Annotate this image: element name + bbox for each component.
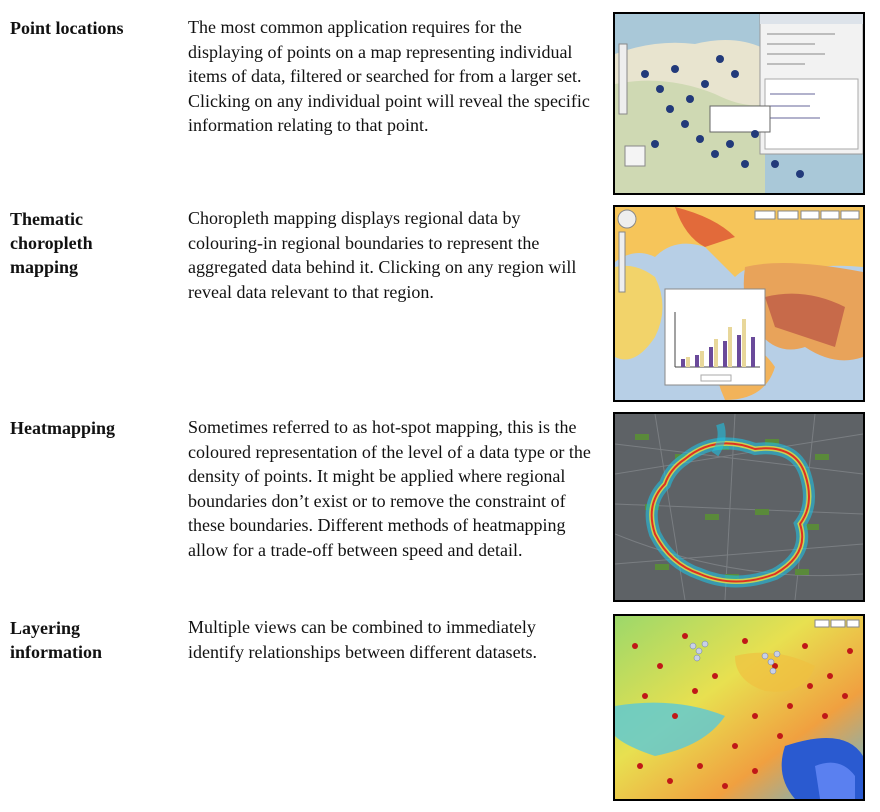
point-locations-map-icon: [613, 12, 865, 195]
desc-point-locations: The most common application requires for the displaying of points on a map representing individual items of data, filtered or searched for from a larger set. Clicking on any individual point will reveal the specific information relating to that point.: [188, 17, 590, 135]
heatmap-map-icon: [613, 412, 865, 602]
desc-heatmapping: Sometimes referred to as hot-spot mapping, this is the coloured representation of the level of a data type or the density of points. It might be applied where regional boundaries don’t exist or to remove the constraint of these boundaries. Different methods of heatmapping allow for a trade-off between speed and detail.: [188, 417, 591, 560]
term-point-locations: Point locations: [10, 18, 124, 38]
term-thematic-choropleth: Thematic choropleth mapping: [10, 209, 93, 277]
term-layering-information: Layering information: [10, 618, 102, 662]
desc-layering-information: Multiple views can be combined to immediately identify relationships between different datasets.: [188, 617, 538, 662]
layered-map-icon: [613, 614, 865, 801]
desc-thematic-choropleth: Choropleth mapping displays regional data by colouring-in regional boundaries to represent the aggregated data behind it. Clicking on any region will reveal data relevant to that region.: [188, 208, 577, 302]
term-heatmapping: Heatmapping: [10, 418, 116, 438]
choropleth-map-icon: [613, 205, 865, 402]
